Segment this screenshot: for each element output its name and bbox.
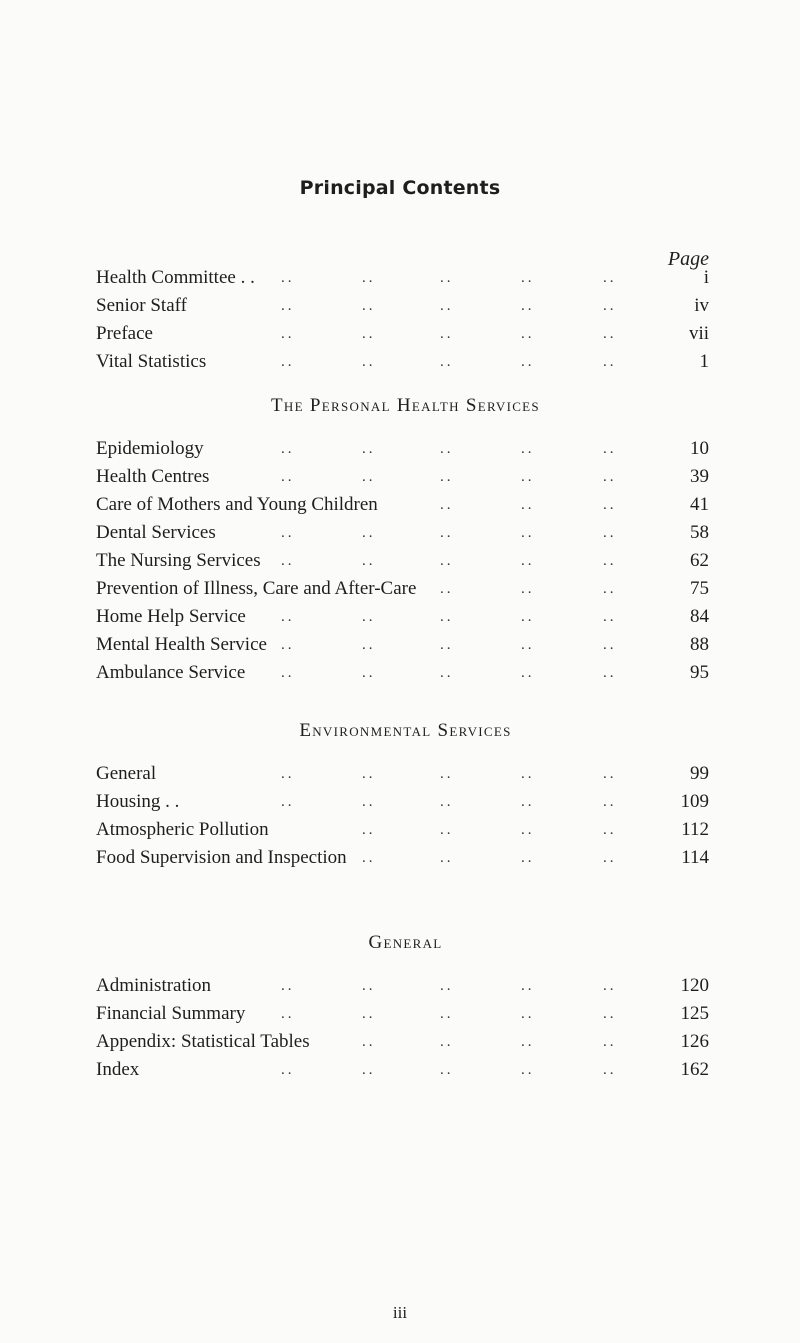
dot-leader-glyph: .. <box>521 553 535 569</box>
dot-leaders <box>96 760 709 788</box>
dot-leader-glyph: .. <box>362 525 376 541</box>
dot-leader-glyph: .. <box>521 441 535 457</box>
toc-entry <box>96 435 709 463</box>
dot-leader-glyph: .. <box>603 469 617 485</box>
toc-entry-page: 125 <box>680 1003 709 1024</box>
section-heading: The Personal Health Services <box>271 395 540 416</box>
toc-entry-page: 75 <box>690 578 709 599</box>
dot-leader-glyph: .. <box>440 270 454 286</box>
dot-leader-glyph: .. <box>521 1034 535 1050</box>
toc-entry-page: 39 <box>690 466 709 487</box>
toc-entry-label: Health Committee . . <box>96 267 255 288</box>
toc-entry-label: Health Centres <box>96 466 210 487</box>
toc-entry-page: 41 <box>690 494 709 515</box>
toc-entry <box>96 463 709 491</box>
page-title: Principal Contents <box>299 177 501 199</box>
dot-leader-glyph: .. <box>281 766 295 782</box>
toc-entry-label: Ambulance Service <box>96 662 246 683</box>
dot-leader-glyph: .. <box>281 298 295 314</box>
toc-entry <box>96 760 709 788</box>
dot-leader-glyph: .. <box>440 497 454 513</box>
toc-entry-page: 1 <box>699 351 709 372</box>
toc-group-personal-health <box>96 391 709 687</box>
toc-entry-label: Home Help Service <box>96 606 246 627</box>
dot-leader-glyph: .. <box>281 978 295 994</box>
dot-leader-glyph: .. <box>440 637 454 653</box>
toc-entry <box>96 844 709 872</box>
dot-leader-glyph: .. <box>362 665 376 681</box>
toc-entry-label: Food Supervision and Inspection <box>96 847 347 868</box>
dot-leader-glyph: .. <box>521 766 535 782</box>
dot-leader-glyph: .. <box>603 609 617 625</box>
dot-leader-glyph: .. <box>440 665 454 681</box>
toc-entry <box>96 603 709 631</box>
dot-leader-glyph: .. <box>521 609 535 625</box>
toc-entry-label: Index <box>96 1059 140 1080</box>
dot-leader-glyph: .. <box>281 525 295 541</box>
dot-leaders <box>96 320 709 348</box>
dot-leader-glyph: .. <box>440 553 454 569</box>
dot-leader-glyph: .. <box>440 822 454 838</box>
dot-leader-glyph: .. <box>362 609 376 625</box>
dot-leader-glyph: .. <box>603 850 617 866</box>
dot-leader-glyph: .. <box>362 553 376 569</box>
dot-leader-glyph: .. <box>521 469 535 485</box>
toc-entry-label: Epidemiology <box>96 438 204 459</box>
dot-leader-glyph: .. <box>521 637 535 653</box>
toc-entry-page: 10 <box>690 438 709 459</box>
toc-entry-label: Senior Staff <box>96 295 187 316</box>
dot-leader-glyph: .. <box>440 469 454 485</box>
dot-leader-glyph: .. <box>603 766 617 782</box>
toc-entry-page: 95 <box>690 662 709 683</box>
toc-entry-label: Vital Statistics <box>96 351 207 372</box>
toc-entry-page: 114 <box>681 847 709 868</box>
dot-leader-glyph: .. <box>521 525 535 541</box>
dot-leader-glyph: .. <box>603 525 617 541</box>
dot-leader-glyph: .. <box>521 665 535 681</box>
toc-entry <box>96 264 709 292</box>
dot-leader-glyph: .. <box>521 850 535 866</box>
toc-entry-page: 84 <box>690 606 709 627</box>
dot-leader-glyph: .. <box>362 794 376 810</box>
dot-leader-glyph: .. <box>521 794 535 810</box>
section-heading: Environmental Services <box>299 720 512 741</box>
toc-entry <box>96 972 709 1000</box>
dot-leader-glyph: .. <box>362 469 376 485</box>
toc-entry-page: 112 <box>681 819 709 840</box>
toc-entry-page: 120 <box>680 975 709 996</box>
dot-leader-glyph: .. <box>440 298 454 314</box>
toc-entry-label: Preface <box>96 323 153 344</box>
toc-entry-page: 126 <box>680 1031 709 1052</box>
dot-leader-glyph: .. <box>603 1034 617 1050</box>
dot-leader-glyph: .. <box>440 441 454 457</box>
toc-entry <box>96 788 709 816</box>
toc-entry-label: Atmospheric Pollution <box>96 819 269 840</box>
toc-entry-label: Administration <box>96 975 212 996</box>
toc-entry <box>96 547 709 575</box>
dot-leader-glyph: .. <box>440 354 454 370</box>
toc-entry-label: Financial Summary <box>96 1003 246 1024</box>
dot-leader-glyph: .. <box>362 1034 376 1050</box>
dot-leader-glyph: .. <box>362 1062 376 1078</box>
dot-leader-glyph: .. <box>521 354 535 370</box>
dot-leader-glyph: .. <box>281 326 295 342</box>
toc-entry-page: 109 <box>680 791 709 812</box>
toc-entry-page: 99 <box>690 763 709 784</box>
dot-leader-glyph: .. <box>281 354 295 370</box>
dot-leader-glyph: .. <box>521 822 535 838</box>
dot-leader-glyph: .. <box>281 270 295 286</box>
dot-leader-glyph: .. <box>281 469 295 485</box>
toc-entry <box>96 1028 709 1056</box>
dot-leader-glyph: .. <box>362 298 376 314</box>
toc-entry-label: Prevention of Illness, Care and After-Care <box>96 578 417 599</box>
toc-group-front-matter <box>96 264 709 376</box>
toc-entry-label: General <box>96 763 157 784</box>
toc-entry <box>96 631 709 659</box>
dot-leader-glyph: .. <box>281 609 295 625</box>
toc-group-environmental <box>96 716 709 872</box>
toc-entry-page: 58 <box>690 522 709 543</box>
toc-entry-label: Mental Health Service <box>96 634 267 655</box>
toc-entry <box>96 1000 709 1028</box>
dot-leader-glyph: .. <box>281 553 295 569</box>
toc-entry-page: 88 <box>690 634 709 655</box>
toc-entry <box>96 816 709 844</box>
dot-leader-glyph: .. <box>603 298 617 314</box>
dot-leader-glyph: .. <box>362 270 376 286</box>
dot-leader-glyph: .. <box>603 354 617 370</box>
dot-leader-glyph: .. <box>603 270 617 286</box>
toc-entry-page: 62 <box>690 550 709 571</box>
dot-leader-glyph: .. <box>603 637 617 653</box>
dot-leader-glyph: .. <box>521 1006 535 1022</box>
page-column-header: Page <box>667 248 709 270</box>
dot-leader-glyph: .. <box>603 1062 617 1078</box>
dot-leader-glyph: .. <box>281 637 295 653</box>
toc-entry <box>96 1056 709 1084</box>
dot-leaders <box>96 788 709 816</box>
toc-entry <box>96 491 709 519</box>
dot-leader-glyph: .. <box>521 581 535 597</box>
dot-leader-glyph: .. <box>281 794 295 810</box>
dot-leader-glyph: .. <box>440 326 454 342</box>
dot-leader-glyph: .. <box>603 497 617 513</box>
dot-leader-glyph: .. <box>362 637 376 653</box>
dot-leader-glyph: .. <box>440 1062 454 1078</box>
dot-leader-glyph: .. <box>521 978 535 994</box>
dot-leader-glyph: .. <box>603 794 617 810</box>
dot-leader-glyph: .. <box>281 1062 295 1078</box>
dot-leader-glyph: .. <box>362 441 376 457</box>
toc-entry-page: iv <box>694 295 709 316</box>
toc-entry <box>96 320 709 348</box>
dot-leader-glyph: .. <box>440 1006 454 1022</box>
dot-leader-glyph: .. <box>603 665 617 681</box>
dot-leader-glyph: .. <box>440 794 454 810</box>
dot-leader-glyph: .. <box>281 441 295 457</box>
dot-leader-glyph: .. <box>521 298 535 314</box>
dot-leader-glyph: .. <box>281 665 295 681</box>
dot-leader-glyph: .. <box>440 766 454 782</box>
dot-leader-glyph: .. <box>603 822 617 838</box>
dot-leader-glyph: .. <box>440 978 454 994</box>
dot-leaders <box>96 1056 709 1084</box>
toc-entry-label: Housing . . <box>96 791 180 812</box>
dot-leader-glyph: .. <box>603 1006 617 1022</box>
dot-leader-glyph: .. <box>362 766 376 782</box>
dot-leaders <box>96 292 709 320</box>
toc-entry-label: Care of Mothers and Young Children <box>96 494 378 515</box>
dot-leader-glyph: .. <box>603 441 617 457</box>
dot-leader-glyph: .. <box>603 326 617 342</box>
dot-leader-glyph: .. <box>362 822 376 838</box>
toc-entry-page: 162 <box>680 1059 709 1080</box>
toc-entry-label: Dental Services <box>96 522 216 543</box>
dot-leader-glyph: .. <box>362 326 376 342</box>
dot-leader-glyph: .. <box>603 553 617 569</box>
dot-leader-glyph: .. <box>440 850 454 866</box>
dot-leader-glyph: .. <box>440 1034 454 1050</box>
dot-leader-glyph: .. <box>521 497 535 513</box>
toc-entry-page: vii <box>688 323 709 344</box>
dot-leader-glyph: .. <box>440 581 454 597</box>
dot-leader-glyph: .. <box>362 1006 376 1022</box>
dot-leader-glyph: .. <box>603 581 617 597</box>
dot-leader-glyph: .. <box>362 978 376 994</box>
dot-leader-glyph: .. <box>440 609 454 625</box>
toc-group-general <box>96 928 709 1084</box>
toc-entry-page: i <box>703 267 709 288</box>
dot-leader-glyph: .. <box>440 525 454 541</box>
dot-leader-glyph: .. <box>521 1062 535 1078</box>
dot-leader-glyph: .. <box>362 354 376 370</box>
toc-entry-label: Appendix: Statistical Tables <box>96 1031 310 1052</box>
dot-leader-glyph: .. <box>521 270 535 286</box>
section-heading: General <box>368 932 443 953</box>
toc-entry-label: The Nursing Services <box>96 550 261 571</box>
toc-entry <box>96 348 709 376</box>
dot-leader-glyph: .. <box>603 978 617 994</box>
toc-entry <box>96 292 709 320</box>
dot-leader-glyph: .. <box>362 850 376 866</box>
toc-entry <box>96 575 709 603</box>
toc-entry <box>96 519 709 547</box>
page-number: iii <box>392 1303 408 1322</box>
dot-leader-glyph: .. <box>281 1006 295 1022</box>
dot-leader-glyph: .. <box>521 326 535 342</box>
toc-entry <box>96 659 709 687</box>
